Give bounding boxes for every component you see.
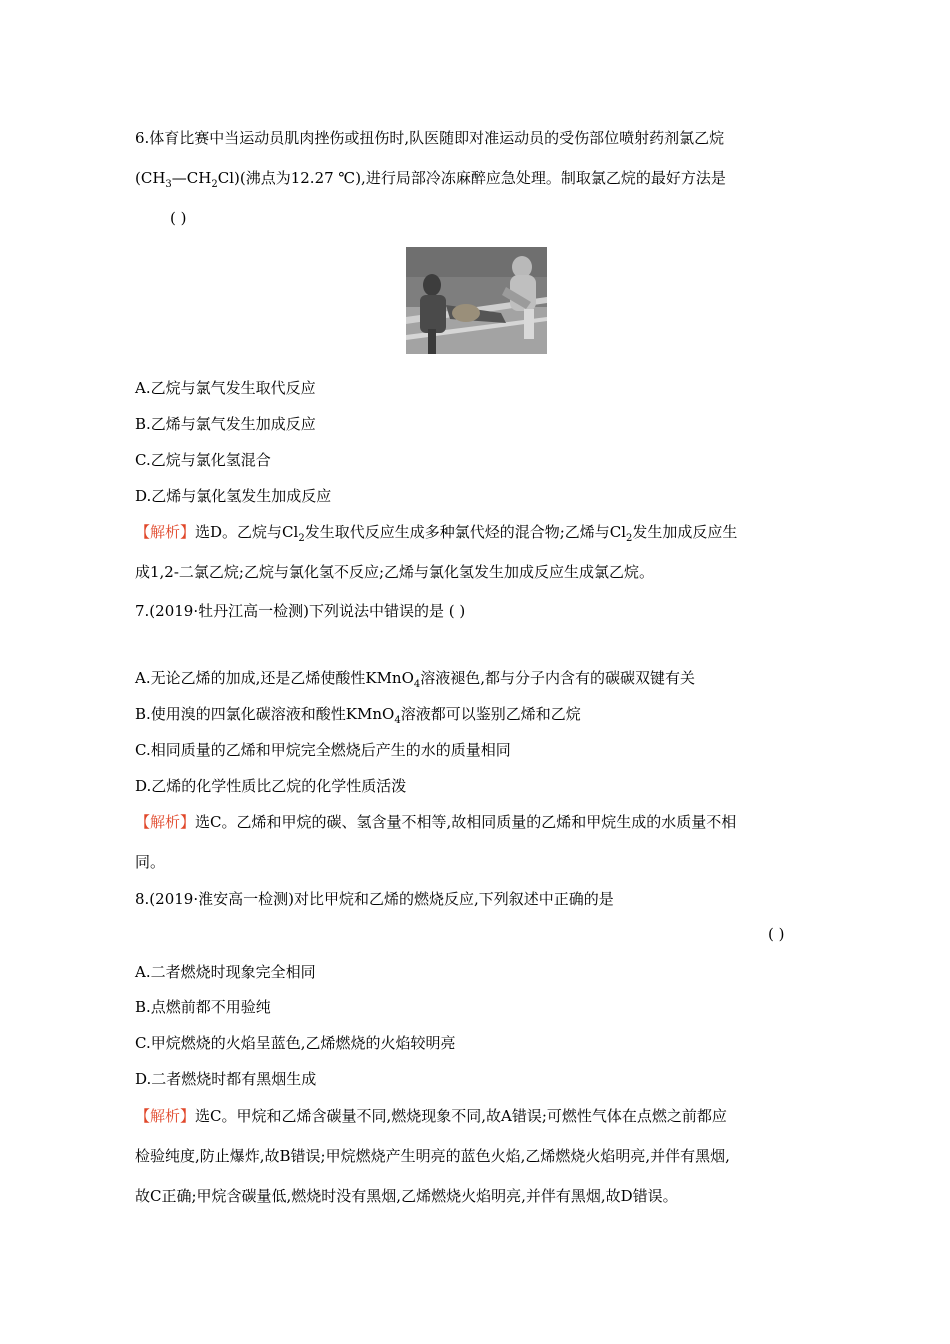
q7-option-d: D.乙烯的化学性质比乙烷的化学性质活泼: [135, 777, 407, 795]
q6-analysis-line2: 成1,2-二氯乙烷;乙烷与氯化氢不反应;乙烯与氯化氢发生加成反应生成氯乙烷。: [135, 563, 655, 581]
q6-answer-blank: ( ): [170, 209, 187, 227]
q6-analysis-line1: 【解析】选D。乙烷与$Cl_2$发生取代反应生成多种氯代烃的混合物;乙烯与$Cl_2$发生加成反应生: [135, 523, 738, 544]
q7-option-a: A.无论乙烯的加成,还是乙烯使酸性KMnO$_4$溶液褪色,都与分子内含有的碳碳双键有关: [135, 669, 696, 690]
q8-option-b: B.点燃前都不用验纯: [135, 998, 271, 1016]
q8-analysis-line1: 【解析】选C。甲烷和乙烯含碳量不同,燃烧现象不同,故A错误;可燃性气体在点燃之前都应: [135, 1107, 727, 1125]
analysis-tag: 【解析】: [135, 1107, 196, 1125]
q8-option-c: C.甲烷燃烧的火焰呈蓝色,乙烯燃烧的火焰较明亮: [135, 1034, 456, 1052]
q8-answer-blank: ( ): [768, 925, 785, 943]
q7-analysis-line2: 同。: [135, 853, 166, 871]
q7-stem: 7.(2019·牡丹江高一检测)下列说法中错误的是 ( ): [135, 602, 466, 620]
q6-stem-line2: $(CH_3—CH_2Cl)$(沸点为12.27 ℃),进行局部冷冻麻醉应急处理。制取氯乙烷的最好方法是: [135, 169, 726, 190]
q8-stem: 8.(2019·淮安高一检测)对比甲烷和乙烯的燃烧反应,下列叙述中正确的是: [135, 890, 614, 908]
q8-option-d: D.二者燃烧时都有黑烟生成: [135, 1070, 317, 1088]
athlete-treatment-photo: [406, 247, 547, 354]
q6-option-d: D.乙烯与氯化氢发生加成反应: [135, 487, 332, 505]
q8-option-a: A.二者燃烧时现象完全相同: [135, 963, 316, 981]
q7-option-b: B.使用溴的四氯化碳溶液和酸性KMnO$_4$溶液都可以鉴别乙烯和乙烷: [135, 705, 581, 726]
q6-option-b: B.乙烯与氯气发生加成反应: [135, 415, 316, 433]
q6-stem-line1: 6.体育比赛中当运动员肌肉挫伤或扭伤时,队医随即对准运动员的受伤部位喷射药剂氯乙烷: [135, 129, 725, 147]
analysis-tag: 【解析】: [135, 523, 196, 541]
q6-option-a: A.乙烷与氯气发生取代反应: [135, 379, 316, 397]
q7-option-c: C.相同质量的乙烯和甲烷完全燃烧后产生的水的质量相同: [135, 741, 511, 759]
q8-analysis-line2: 检验纯度,防止爆炸,故B错误;甲烷燃烧产生明亮的蓝色火焰,乙烯燃烧火焰明亮,并伴有黑烟,: [135, 1147, 730, 1165]
q8-analysis-line3: 故C正确;甲烷含碳量低,燃烧时没有黑烟,乙烯燃烧火焰明亮,并伴有黑烟,故D错误。: [135, 1187, 678, 1205]
analysis-tag: 【解析】: [135, 813, 196, 831]
q6-option-c: C.乙烷与氯化氢混合: [135, 451, 271, 469]
q7-analysis-line1: 【解析】选C。乙烯和甲烷的碳、氢含量不相等,故相同质量的乙烯和甲烷生成的水质量不相: [135, 813, 737, 831]
